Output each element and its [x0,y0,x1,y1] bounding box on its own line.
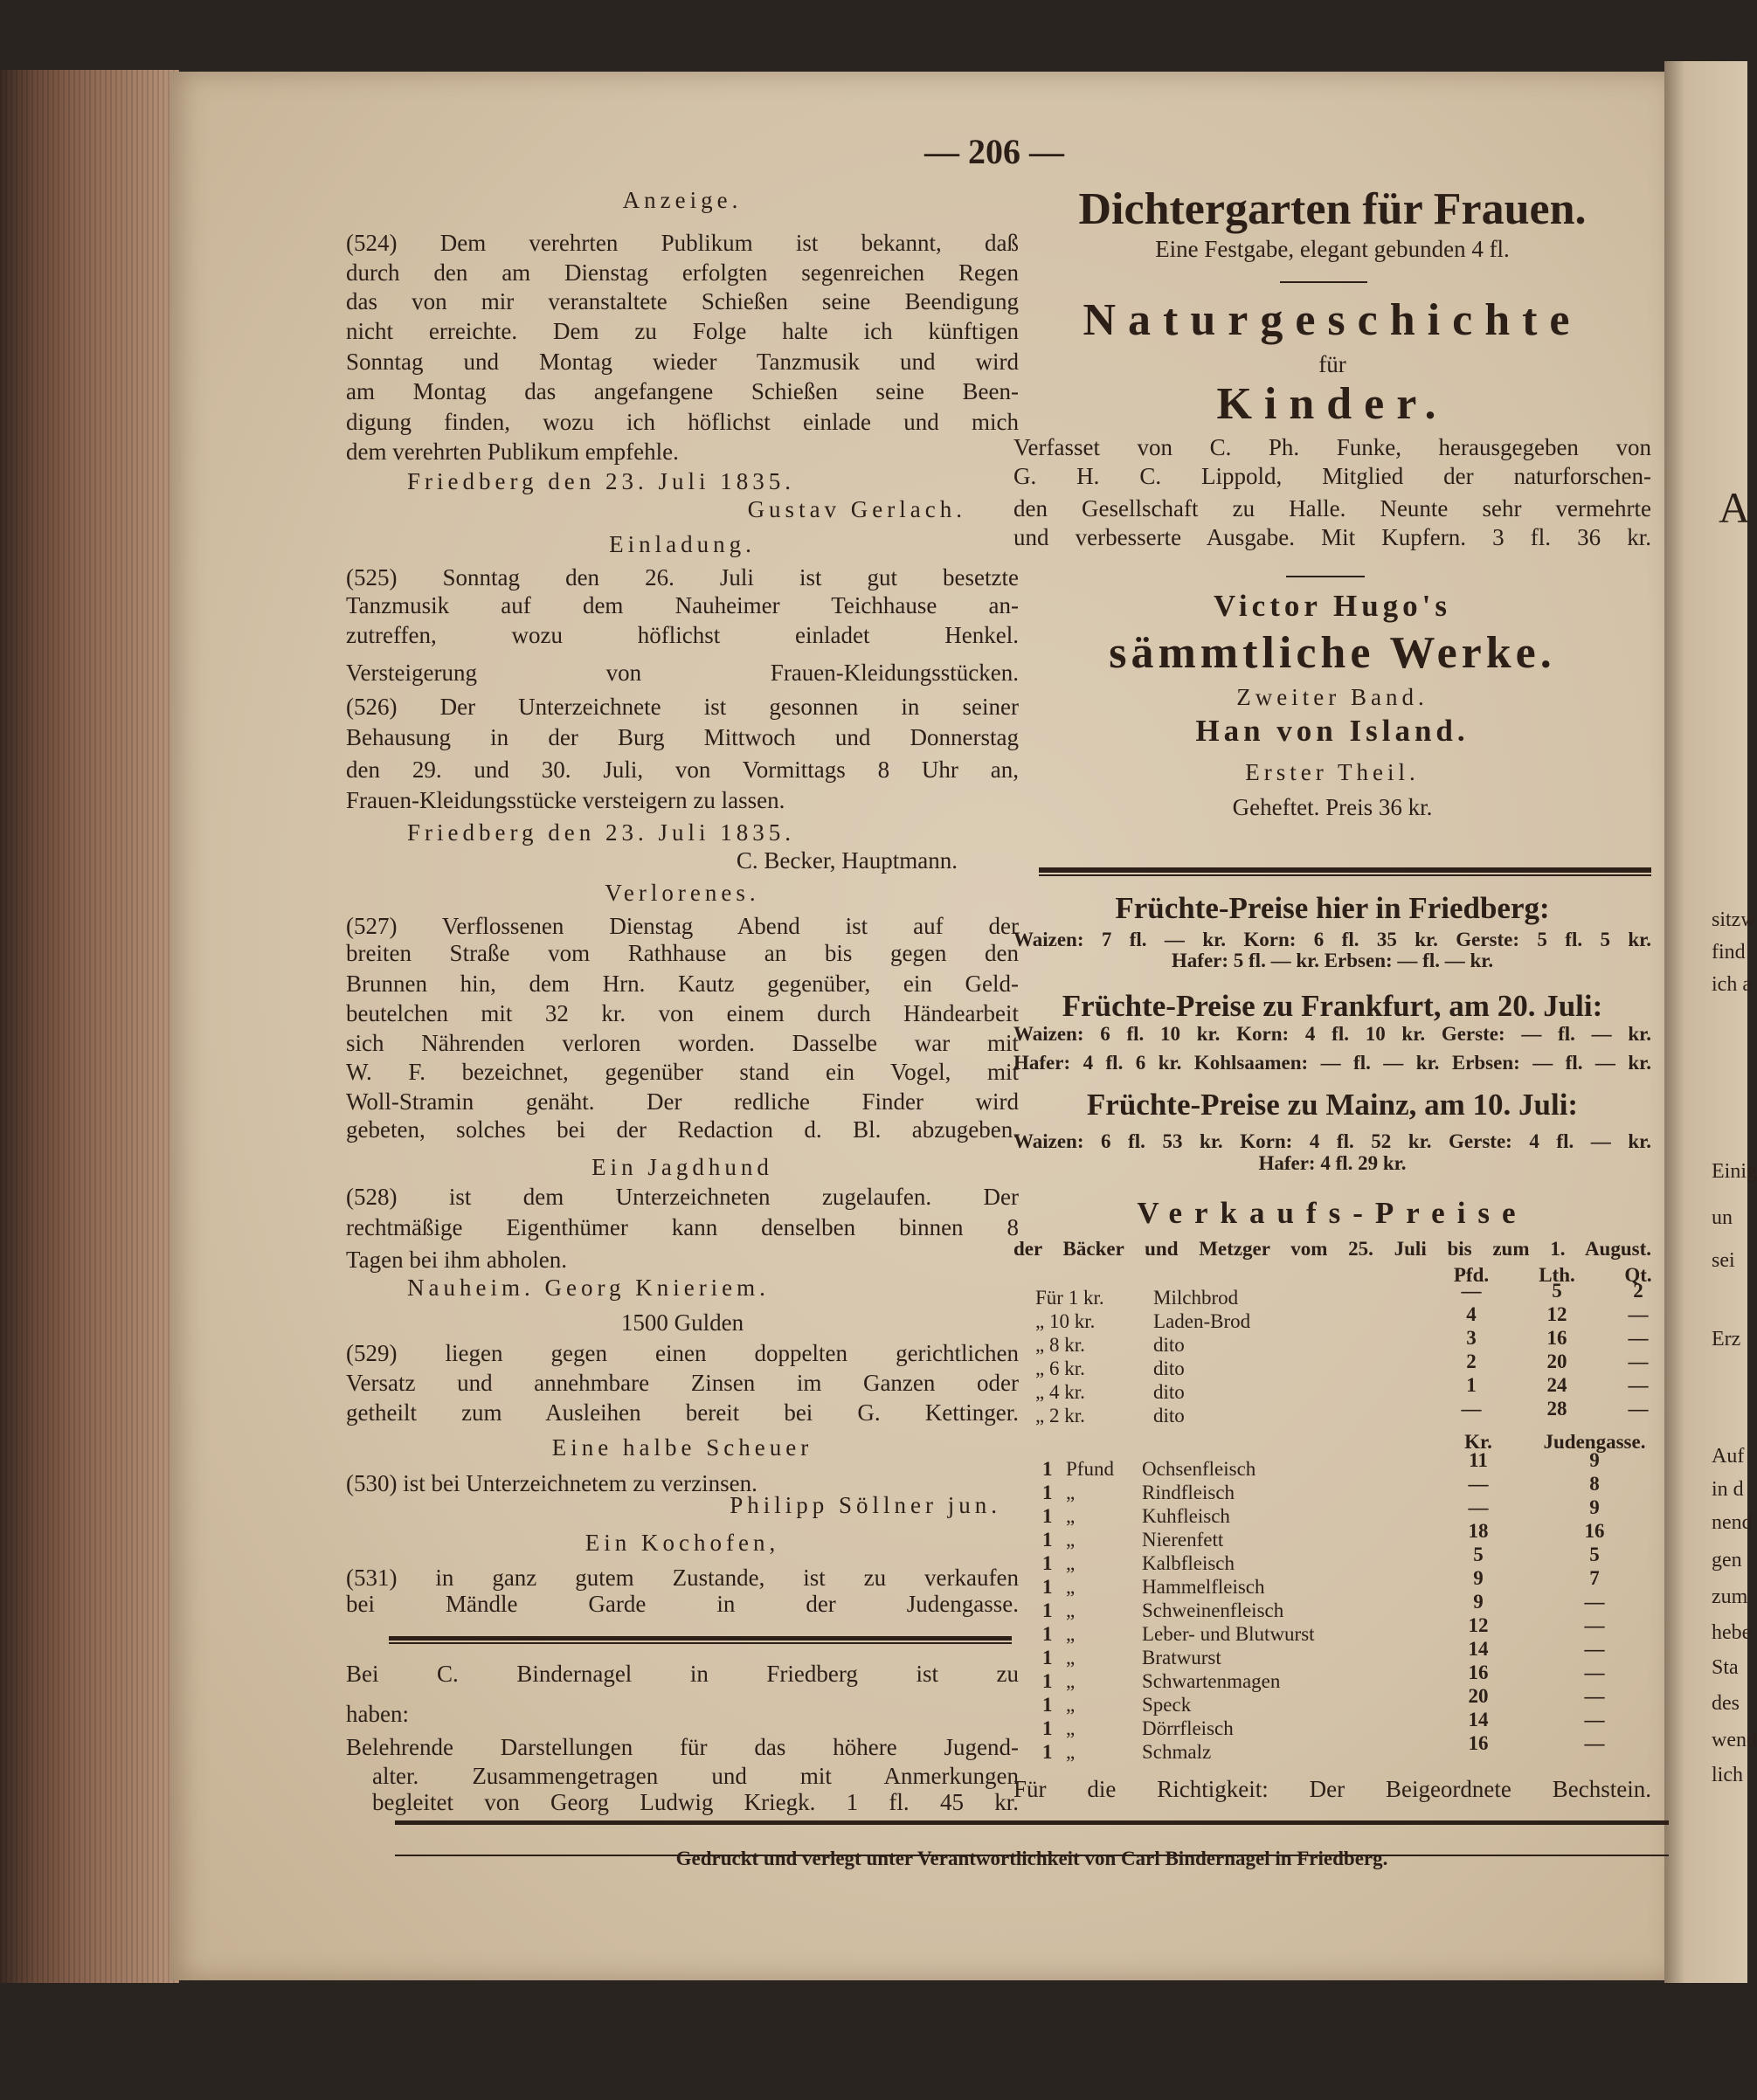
next-page-fragment: nend [1712,1511,1753,1534]
divider-rule [1039,874,1651,876]
left-text-line: alter. Zusammengetragen und mit Anmerkungen [372,1763,1019,1789]
right-text-line: Hafer: 5 fl. — kr. Erbsen: — fl. — kr. [1171,950,1494,971]
bread-row-qt: — [1628,1303,1649,1325]
next-page-fragment: Sta [1712,1656,1739,1679]
page-number: — 206 — [924,132,1064,171]
bread-table-header: Qt. [1624,1264,1652,1286]
right-text-line: Früchte-Preise hier in Friedberg: [1115,891,1550,925]
right-text-line: Verfasset von C. Ph. Funke, herausgegeben von [1013,434,1651,460]
bread-row-quantity: Für 1 kr. [1035,1287,1104,1309]
next-page-fragment: lich [1712,1764,1743,1786]
bread-row-qt: — [1628,1374,1649,1396]
bread-row-pfd: 1 [1466,1374,1477,1396]
bread-row-lth: 12 [1546,1303,1567,1325]
meat-row-item: Kalbfleisch [1142,1552,1235,1574]
divider-rule [1286,576,1365,577]
next-page-fragment: in d [1712,1478,1744,1501]
meat-row-price-judengasse: — [1584,1685,1605,1707]
meat-row-item: Bratwurst [1142,1647,1221,1668]
left-text-line: Eine halbe Scheuer [551,1434,813,1461]
right-text-line: sämmtliche Werke. [1109,628,1556,678]
left-text-line: breiten Straße vom Rathhause an bis gegen den [346,940,1019,966]
meat-row-price-judengasse: — [1584,1732,1605,1754]
meat-row-item: Ochsenfleisch [1142,1458,1256,1480]
bread-row-item: dito [1153,1334,1185,1356]
left-text-line: Tanzmusik auf dem Nauheimer Teichhause an- [346,592,1019,618]
meat-row-item: Dörrfleisch [1142,1717,1234,1739]
meat-row-price-kr: 16 [1468,1661,1489,1683]
meat-row-price-kr: — [1468,1496,1489,1518]
divider-rule [395,1820,1669,1825]
left-text-line: (525) Sonntag den 26. Juli ist gut besetzte [346,564,1019,591]
next-page-fragment: sitzw [1712,908,1756,931]
next-page-edge [1664,61,1757,1983]
bread-row-qt: — [1628,1398,1649,1420]
right-text-line: Zweiter Band. [1236,684,1428,710]
left-text-line: Tagen bei ihm abholen. [346,1247,568,1273]
bread-row-qt: 2 [1633,1280,1643,1302]
left-text-line: Sonntag und Montag wieder Tanzmusik und wird [346,349,1019,375]
divider-rule [389,1642,1012,1644]
meat-row-unit: „ [1066,1623,1076,1645]
meat-row-item: Hammelfleisch [1142,1576,1265,1598]
meat-row-count: 1 [1042,1741,1053,1763]
divider-rule [1039,867,1651,873]
left-text-line: Philipp Söllner jun. [730,1492,1001,1518]
meat-row-price-kr: 16 [1468,1732,1489,1754]
left-text-line: getheilt zum Ausleihen bereit bei G. Kettinger. [346,1399,1019,1426]
meat-row-count: 1 [1042,1694,1053,1716]
left-text-line: Verlorenes. [605,880,760,906]
next-page-fragment: sei [1712,1249,1735,1272]
bread-row-item: dito [1153,1357,1185,1379]
meat-row-count: 1 [1042,1717,1053,1739]
meat-row-unit: „ [1066,1741,1076,1763]
left-text-line: Bei C. Bindernagel in Friedberg ist zu [346,1661,1019,1687]
next-page-fragment: wend [1712,1729,1757,1751]
meat-row-price-judengasse: — [1584,1638,1605,1660]
meat-row-count: 1 [1042,1529,1053,1551]
left-text-line: C. Becker, Hauptmann. [736,847,958,874]
meat-row-price-judengasse: — [1584,1591,1605,1613]
right-text-line: Früchte-Preise zu Mainz, am 10. Juli: [1086,1088,1579,1122]
meat-row-price-judengasse: 9 [1589,1496,1600,1518]
meat-row-count: 1 [1042,1482,1053,1503]
right-text-line: Waizen: 6 fl. 53 kr. Korn: 4 fl. 52 kr. Gerste: 4 fl. — kr. [1013,1130,1651,1152]
left-text-line: am Montag das angefangene Schießen seine Been- [346,378,1019,404]
meat-row-count: 1 [1042,1670,1053,1692]
bread-row-qt: — [1628,1327,1649,1349]
right-text-line: der Bäcker und Metzger vom 25. Juli bis zum 1. August. [1013,1238,1651,1260]
left-text-line: Versteigerung von Frauen-Kleidungsstücken. [346,660,1019,686]
bread-row-lth: 28 [1546,1398,1567,1420]
right-text-line: G. H. C. Lippold, Mitglied der naturforschen- [1013,463,1651,489]
left-text-line: Woll-Stramin genäht. Der redliche Finder wird [346,1088,1019,1115]
bread-row-pfd: 2 [1466,1350,1477,1372]
bread-row-quantity: „ 8 kr. [1035,1334,1085,1356]
bread-row-lth: 20 [1546,1350,1567,1372]
meat-row-price-judengasse: 16 [1584,1520,1605,1542]
bread-row-quantity: „ 6 kr. [1035,1357,1085,1379]
meat-row-count: 1 [1042,1647,1053,1668]
left-text-line: Ein Kochofen, [585,1530,780,1556]
right-text-line: Hafer: 4 fl. 29 kr. [1258,1152,1407,1174]
meat-row-price-judengasse: — [1584,1709,1605,1730]
imprint-footer: Gedruckt und verlegt unter Verantwortlichkeit von Carl Bindernagel in Friedberg. [675,1848,1388,1869]
meat-row-unit: „ [1066,1670,1076,1692]
left-text-line: bei Mändle Garde in der Judengasse. [346,1591,1019,1617]
bread-row-quantity: „ 10 kr. [1035,1310,1096,1332]
meat-row-count: 1 [1042,1623,1053,1645]
left-text-line: das von mir veranstaltete Schießen seine Beendigung [346,288,1019,314]
meat-row-item: Nierenfett [1142,1529,1224,1551]
next-page-fragment: A [1719,483,1751,532]
bread-table-header: Pfd. [1453,1264,1490,1286]
left-text-line: (524) Dem verehrten Publikum ist bekannt, daß [346,230,1019,256]
meat-row-price-judengasse: 9 [1589,1449,1600,1471]
meat-row-unit: „ [1066,1505,1076,1527]
bread-row-pfd: 3 [1466,1327,1477,1349]
bread-row-qt: — [1628,1350,1649,1372]
next-page-fragment: Einig [1712,1160,1757,1183]
meat-row-unit: „ [1066,1529,1076,1551]
bread-row-lth: 5 [1552,1280,1562,1302]
left-text-line: (526) Der Unterzeichnete ist gesonnen in seiner [346,694,1019,720]
left-text-line: zutreffen, wozu höflichst einladet Henkel. [346,622,1019,648]
meat-row-price-kr: 18 [1468,1520,1489,1542]
left-text-line: Versatz und annehmbare Zinsen im Ganzen oder [346,1370,1019,1396]
left-text-line: Anzeige. [622,187,743,213]
left-text-line: haben: [346,1701,409,1727]
meat-row-item: Rindfleisch [1142,1482,1235,1503]
left-text-line: gebeten, solches bei der Redaction d. Bl. abzugeben. [346,1116,1019,1143]
meat-row-price-judengasse: — [1584,1661,1605,1683]
bread-row-pfd: — [1461,1398,1482,1420]
right-text-line: und verbesserte Ausgabe. Mit Kupfern. 3 fl. 36 kr. [1013,524,1651,550]
bread-row-quantity: „ 2 kr. [1035,1405,1085,1426]
left-text-line: Frauen-Kleidungsstücke versteigern zu lassen. [346,787,785,813]
left-text-line: (530) ist bei Unterzeichnetem zu verzinsen. [346,1470,757,1496]
meat-row-price-judengasse: 8 [1589,1473,1600,1495]
right-text-line: Naturgeschichte [1083,295,1582,345]
left-text-line: rechtmäßige Eigenthümer kann denselben binnen 8 [346,1214,1019,1240]
next-page-fragment: Auf [1712,1445,1745,1468]
right-text-line: Für die Richtigkeit: Der Beigeordnete Bechstein. [1013,1776,1651,1802]
meat-row-price-kr: 14 [1468,1638,1489,1660]
meat-row-price-judengasse: — [1584,1614,1605,1636]
meat-row-unit: „ [1066,1647,1076,1668]
right-text-line: Erster Theil. [1245,759,1420,785]
right-text-line: Victor Hugo's [1213,589,1452,623]
right-text-line: Verkaufs-Preise [1137,1196,1528,1230]
next-page-fragment: find [1712,941,1746,964]
meat-row-count: 1 [1042,1599,1053,1621]
right-text-line: Hafer: 4 fl. 6 kr. Kohlsaamen: — fl. — kr. Erbsen: — fl. — kr. [1013,1052,1651,1074]
meat-table-header: Judengasse. [1543,1431,1646,1453]
left-text-line: sich Nährenden verloren worden. Dasselbe war mit [346,1030,1019,1056]
meat-row-unit: Pfund [1066,1458,1114,1480]
meat-row-item: Leber- und Blutwurst [1142,1623,1315,1645]
meat-row-item: Schmalz [1142,1741,1212,1763]
left-text-line: (531) in ganz gutem Zustande, ist zu verkaufen [346,1565,1019,1591]
meat-row-price-kr: 12 [1468,1614,1489,1636]
meat-row-count: 1 [1042,1458,1053,1480]
bread-row-lth: 16 [1546,1327,1567,1349]
left-text-line: (529) liegen gegen einen doppelten gerichtlichen [346,1340,1019,1366]
meat-row-price-kr: 14 [1468,1709,1489,1730]
meat-row-price-kr: 20 [1468,1685,1489,1707]
meat-row-count: 1 [1042,1552,1053,1574]
left-text-line: digung finden, wozu ich höflichst einlade und mich [346,409,1019,435]
meat-row-unit: „ [1066,1717,1076,1739]
bread-row-item: dito [1153,1381,1185,1403]
right-text-line: für [1318,351,1346,377]
meat-row-item: Kuhfleisch [1142,1505,1230,1527]
left-text-line: Einladung. [609,531,756,557]
left-text-line: dem verehrten Publikum empfehle. [346,439,679,465]
bread-row-item: Laden-Brod [1153,1310,1251,1332]
meat-row-price-kr: — [1468,1473,1489,1495]
left-text-line: beutelchen mit 32 kr. von einem durch Händearbeit [346,1000,1019,1026]
meat-row-price-kr: 9 [1473,1567,1484,1589]
meat-row-count: 1 [1042,1505,1053,1527]
meat-row-item: Schwartenmagen [1142,1670,1281,1692]
next-page-fragment: zum [1712,1585,1748,1608]
right-text-line: Han von Island. [1195,714,1470,748]
divider-rule [389,1636,1012,1641]
meat-table-header: Kr. [1464,1431,1492,1453]
left-text-line: 1500 Gulden [620,1309,744,1336]
left-text-line: den 29. und 30. Juli, von Vormittags 8 Uhr an, [346,756,1019,783]
meat-row-unit: „ [1066,1694,1076,1716]
meat-row-unit: „ [1066,1599,1076,1621]
next-page-fragment: Erz [1712,1328,1741,1350]
meat-row-item: Schweinenfleisch [1142,1599,1284,1621]
bread-row-pfd: 4 [1466,1303,1477,1325]
meat-row-unit: „ [1066,1552,1076,1574]
right-text-line: Waizen: 6 fl. 10 kr. Korn: 4 fl. 10 kr. Gerste: — fl. — kr. [1013,1023,1651,1045]
bread-row-item: dito [1153,1405,1185,1426]
next-page-fragment: un [1712,1206,1733,1229]
meat-row-price-kr: 5 [1473,1544,1484,1565]
meat-row-item: Speck [1142,1694,1192,1716]
left-text-line: Friedberg den 23. Juli 1835. [407,468,795,494]
left-text-line: nicht erreichte. Dem zu Folge halte ich künftigen [346,318,1019,344]
next-page-fragment: hebe [1712,1621,1752,1644]
next-page-fragment: ich a [1712,973,1752,996]
bread-row-pfd: — [1461,1280,1482,1302]
left-text-line: (528) ist dem Unterzeichneten zugelaufen. Der [346,1184,1019,1210]
left-text-line: Nauheim. Georg Knieriem. [407,1275,770,1301]
left-text-line: begleitet von Georg Ludwig Kriegk. 1 fl. 45 kr. [372,1789,1019,1815]
right-text-line: Dichtergarten für Frauen. [1078,184,1587,234]
divider-rule [1280,281,1367,283]
meat-row-unit: „ [1066,1482,1076,1503]
meat-row-price-kr: 9 [1473,1591,1484,1613]
left-text-line: durch den am Dienstag erfolgten segenreichen Regen [346,259,1019,286]
next-page-fragment: gen [1712,1549,1742,1572]
meat-row-unit: „ [1066,1576,1076,1598]
next-page-fragment: des [1712,1692,1740,1715]
left-text-line: Belehrende Darstellungen für das höhere Jugend- [346,1734,1019,1760]
right-text-line: Eine Festgabe, elegant gebunden 4 fl. [1155,236,1510,262]
right-text-line: Früchte-Preise zu Frankfurt, am 20. Juli: [1062,989,1603,1023]
meat-row-price-judengasse: 5 [1589,1544,1600,1565]
left-text-line: (527) Verflossenen Dienstag Abend ist auf der [346,913,1019,939]
page-stack-edge [0,70,179,1983]
left-text-line: Friedberg den 23. Juli 1835. [407,819,795,846]
right-text-line: den Gesellschaft zu Halle. Neunte sehr vermehrte [1013,495,1651,522]
meat-row-price-judengasse: 7 [1589,1567,1600,1589]
bread-table-header: Lth. [1539,1264,1575,1286]
right-text-line: Waizen: 7 fl. — kr. Korn: 6 fl. 35 kr. Gerste: 5 fl. 5 kr. [1013,929,1651,950]
left-text-line: Ein Jagdhund [591,1154,773,1180]
right-text-line: Kinder. [1216,379,1449,429]
left-text-line: W. F. bezeichnet, gegenüber stand ein Vogel, mit [346,1059,1019,1085]
meat-row-price-kr: 11 [1469,1449,1488,1471]
bread-row-item: Milchbrod [1153,1287,1239,1309]
right-text-line: Geheftet. Preis 36 kr. [1232,794,1433,820]
meat-row-count: 1 [1042,1576,1053,1598]
left-text-line: Brunnen hin, dem Hrn. Kautz gegenüber, ein Geld- [346,971,1019,997]
bread-row-quantity: „ 4 kr. [1035,1381,1085,1403]
bread-row-lth: 24 [1546,1374,1567,1396]
left-text-line: Behausung in der Burg Mittwoch und Donnerstag [346,724,1019,750]
left-text-line: Gustav Gerlach. [747,496,966,522]
